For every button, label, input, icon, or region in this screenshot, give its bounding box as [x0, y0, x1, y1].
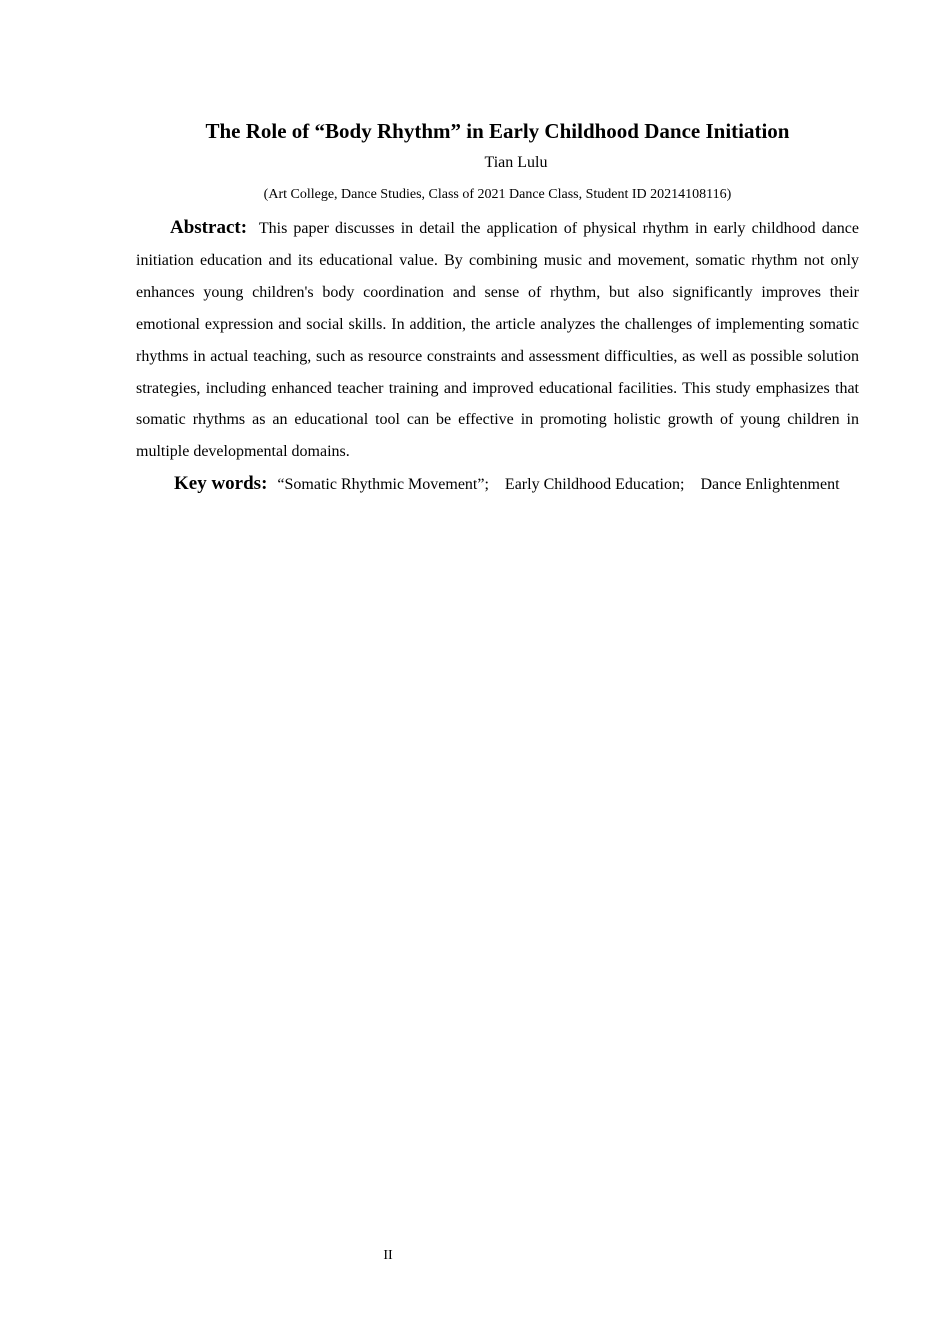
author-name: Tian Lulu — [484, 154, 548, 171]
abstract-text: This paper discusses in detail the application of physical rhythm in early childhood dance initiation education and its educational value. By combining music and movement, somatic rhythm not only enhances young children's body coordination and sense of rhythm, but also significantly improves their emotional expression and social skills. In addition, the article analyzes the challenges of implementing somatic rhythms in actual teaching, such as resource constraints and assessment difficulties, as well as possible solution strategies, including enhanced teacher training and improved educational facilities. This study emphasizes that somatic rhythms as an educational tool can be effective in promoting holistic growth of young children in multiple developmental domains. — [136, 220, 860, 461]
abstract-paragraph — [136, 212, 859, 468]
author-affiliation: (Art College, Dance Studies, Class of 2021 Dance Class, Student ID 20214108116) — [263, 187, 732, 202]
page-number: II — [383, 1248, 393, 1263]
keyword-item: “Somatic Rhythmic Movement”; — [277, 476, 489, 493]
keywords-label: Key words: — [174, 473, 268, 494]
keywords-paragraph — [136, 468, 859, 501]
keyword-item: Dance Enlightenment — [700, 476, 840, 493]
abstract-label: Abstract: — [170, 217, 248, 238]
keyword-item: Early Childhood Education; — [504, 476, 685, 493]
paper-title: The Role of “Body Rhythm” in Early Childhood Dance Initiation — [205, 119, 790, 143]
